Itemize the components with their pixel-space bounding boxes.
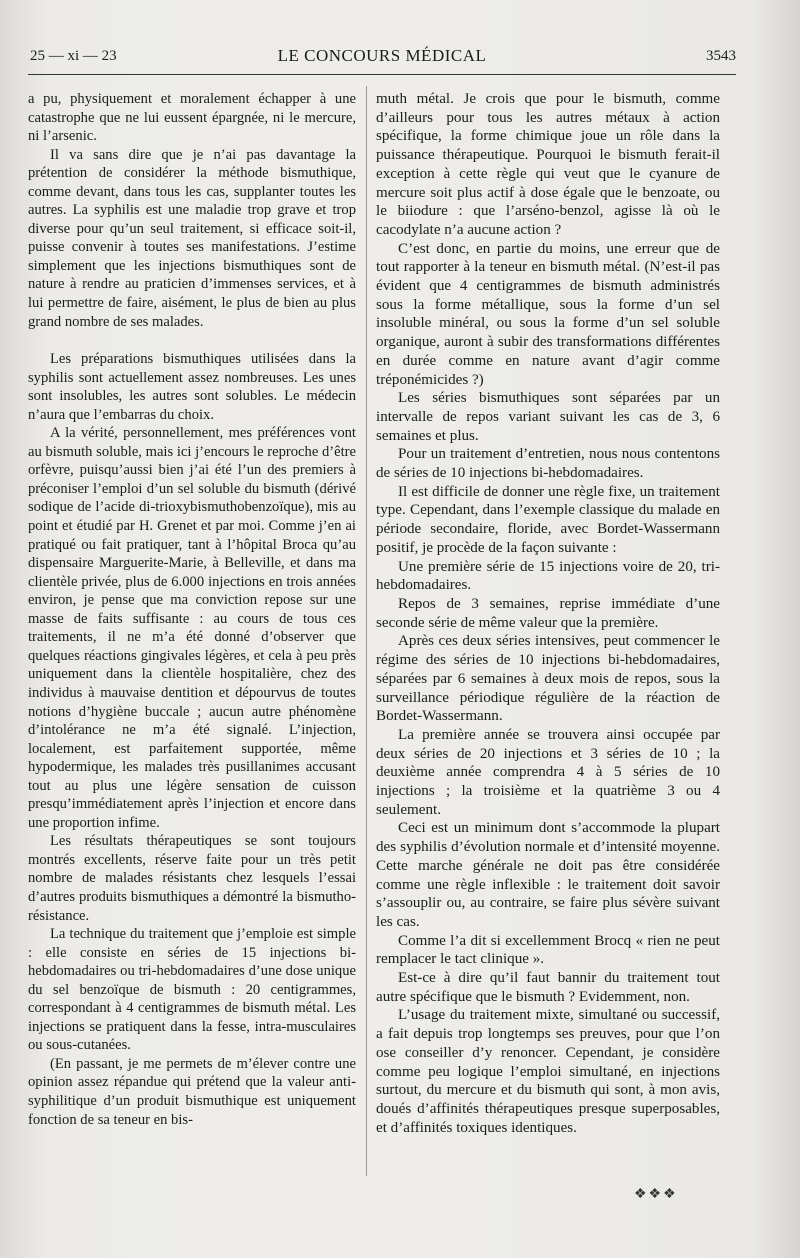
end-ornament: ❖❖❖ bbox=[634, 1186, 678, 1202]
paragraph: La technique du traitement que j’emploie est simple : elle consiste en séries de 15 injections bi-hebdomadaires ou tri-hebdomadaires d’une dose unique du sel benzoïque de bismuth : 20 centigrammes, correspondant à 4 centigrammes de bismuth métal. Les injections se pratiquent dans la fesse, intra-musculaires ou sous-cutanées. bbox=[28, 926, 356, 1054]
paragraph: Pour un traitement d’entretien, nous nous contentons de séries de 10 injections bi-hebdomadaires. bbox=[376, 446, 720, 482]
page-number: 3543 bbox=[706, 48, 736, 64]
paragraph: La première année se trouvera ainsi occupée par deux séries de 20 injections et 3 séries de 10 ; la deuxième année comprendra 4 à 5 séries de 10 injections ; la troisième et la quatrième 3 ou 4 seulement. bbox=[376, 726, 720, 818]
paragraph: Une première série de 15 injections voire de 20, tri-hebdomadaires. bbox=[376, 558, 720, 594]
column-divider bbox=[366, 86, 367, 1176]
paragraph: Après ces deux séries intensives, peut commencer le régime des séries de 10 injections bi-hebdomadaires, séparées par 6 semaines à deux mois de repos, sous la surveillance périodique régulière de la réaction de Bordet-Wassermann. bbox=[376, 633, 720, 725]
paragraph: Les préparations bismuthiques utilisées dans la syphilis sont actuellement assez nombreuses. Les unes sont insolubles, les autres sont solubles. Le médecin n’aura que l’embarras du choix. bbox=[28, 351, 356, 423]
paragraph: (En passant, je me permets de m’élever contre une opinion assez répandue qui prétend que la valeur anti-syphilitique d’un produit bismuthique est uniquement fonction de sa teneur en bis- bbox=[28, 1055, 356, 1128]
left-column bbox=[28, 90, 356, 1129]
journal-title: LE CONCOURS MÉDICAL bbox=[277, 46, 487, 65]
paragraph: L’usage du traitement mixte, simultané ou successif, a fait depuis trop longtemps ses preuves, pour que l’on ose conseiller d’y renoncer. Cependant, je considère comme peu logique l’emploi simultané, en injections surtout, du mercure et du bismuth qui sont, à mon avis, doués d’affinités thérapeutiques presque superposables, et d’affinités toxiques identiques. bbox=[376, 1007, 720, 1136]
paragraph: muth métal. Je crois que pour le bismuth, comme d’ailleurs pour tous les autres métaux à action spécifique, la forme chimique joue un rôle dans la puissance thérapeutique. Pourquoi le bismuth ferait-il exception à cette règle qui veut que le cyanure de mercure soit plus actif à dose égale que le benzoate, ou le biiodure : que l’arséno-benzol, agisse là où le cacodylate n’a aucune action ? bbox=[376, 91, 720, 238]
paragraph: A la vérité, personnellement, mes préférences vont au bismuth soluble, mais ici j’encours le reproche d’être orfèvre, puisqu’aussi bien j’ai été l’un des premiers à préconiser l’emploi d’un sel soluble du bismuth (dérivé sodique de l’acide di-trioxybismuthobenzoïque), mis au point et étudié par H. Grenet et par moi. Comme j’en ai pratiqué ou fait pratiquer, tant à l’hôpital Broca qu’au dispensaire Marguerite-Marie, à Belleville, et dans ma clientèle privée, plus de 6.000 injections en trois années environ, je pense que ma conviction repose sur une masse de faits suffisante : au cours de tous ces traitements, il ne m’a été donné d’observer que quelques réactions gingivales légères, et cela à peu près uniquement dans la clientèle hospitalière, chez des individus à mauvaise dentition et dépourvus de toutes notions d’hygiène buccale ; aucun autre phénomène d’intolérance ne m’a été signalé. L’injection, localement, est parfaitement supportée, même hypodermique, les malades très pusillanimes accusant tout au plus une légère sensation de cuisson presqu’immédiatement après l’injection et encore dans une proportion infime. bbox=[28, 425, 356, 831]
paragraph: Les résultats thérapeutiques se sont toujours montrés excellents, réserve faite pour un très petit nombre de malades résistants chez lesquels l’essai d’autres produits bismuthiques a démontré la bismutho-résistance. bbox=[28, 833, 356, 924]
paragraph: C’est donc, en partie du moins, une erreur que de tout rapporter à la teneur en bismuth métal. (N’est-il pas évident que 4 centigrammes de bismuth administrés sous la forme métallique, sous la forme d’un sel insoluble minéral, ou sous la forme d’un sel soluble organique, auront à subir des transformations différentes en durée comme en nature avant d’agir comme tréponémicides ?) bbox=[376, 240, 720, 388]
paragraph: Il est difficile de donner une règle fixe, un traitement type. Cependant, dans l’exemple classique du malade en période secondaire, floride, avec Bordet-Wassermann positif, je procède de la façon suivante : bbox=[376, 483, 720, 556]
paragraph: Comme l’a dit si excellemment Brocq « rien ne peut remplacer le tact clinique ». bbox=[376, 932, 720, 968]
running-header bbox=[28, 46, 736, 75]
issue-date: 25 — xi — 23 bbox=[30, 48, 117, 64]
paragraph: a pu, physiquement et moralement échapper à une catastrophe que ne lui eussent épargnée, ni le mercure, ni l’arsenic. bbox=[28, 91, 356, 145]
right-column bbox=[376, 90, 720, 1137]
paragraph: Ceci est un minimum dont s’accommode la plupart des syphilis d’évolution normale et d’intensité moyenne. Cette marche générale ne doit pas être considérée comme une règle inflexible : le traitement doit savoir s’assouplir ou, au contraire, se faire plus sévère suivant les cas. bbox=[376, 820, 720, 930]
paragraph: Les séries bismuthiques sont séparées par un intervalle de repos variant suivant les cas de 3, 6 semaines et plus. bbox=[376, 390, 720, 444]
paragraph: Repos de 3 semaines, reprise immédiate d’une seconde série de même valeur que la première. bbox=[376, 595, 720, 631]
paragraph: Est-ce à dire qu’il faut bannir du traitement tout autre spécifique que le bismuth ? Evidemment, non. bbox=[376, 970, 720, 1005]
paragraph: Il va sans dire que je n’ai pas davantage la prétention de considérer la méthode bismuthique, comme devant, dans tous les cas, supplanter toutes les autres. La syphilis est une maladie trop grave et trop diverse pour qu’un seul traitement, si efficace soit-il, puisse convenir à toutes ses manifestations. J’estime simplement que les injections bismuthiques sont de nature à rendre au praticien d’immenses services, et à lui permettre de faire, aisément, le plus de bien au plus grand nombre de ses malades. bbox=[28, 146, 356, 330]
